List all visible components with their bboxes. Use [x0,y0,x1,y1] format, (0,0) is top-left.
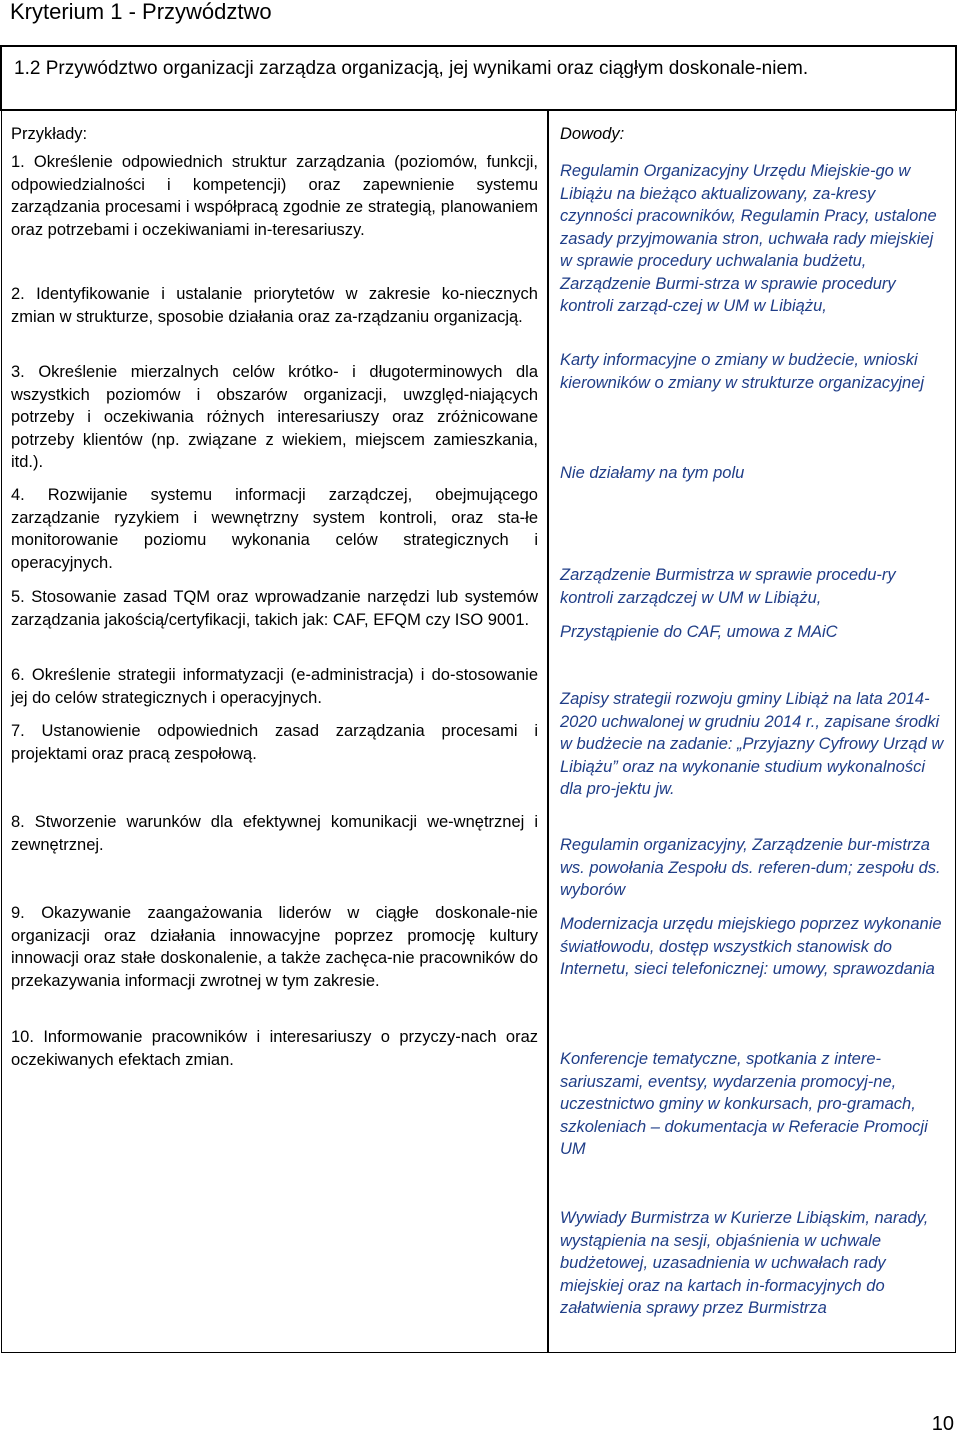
evidence-item-3: Nie działamy na tym polu [560,464,745,482]
example-item-3: 3. Określenie mierzalnych celów krótko- i długoterminowych dla wszystkich poziomów i obszarów organizacji, uwzględ-niających potrzeby i oczekiwania różnych interesariuszy oraz zróżnicowane potrzeby klientów (np. związane z wiekiem, miejscem zamieszkania, itd.). [11,363,538,471]
column-divider [547,111,549,1353]
example-item-10: 10. Informowanie pracowników i interesariuszy o przyczy-nach oraz oczekiwanych efektach zmian. [11,1028,538,1069]
examples-header: Przykłady: [11,125,88,143]
evidence-item-2: Karty informacyjne o zmiany w budżecie, wnioski kierowników o zmiany w strukturze organizacyjnej [560,351,925,392]
subheading-box [0,45,957,111]
evidence-item-9: Konferencje tematyczne, spotkania z intere-sariuszami, eventsy, wydarzenia promocyj-ne, uczestnictwo gminy w konkursach, pro-gramach, szkoleniach – dokumentacja w Referacie Promocji UM [560,1050,928,1158]
evidence-item-1: Regulamin Organizacyjny Urzędu Miejskie-go w Libiążu na bieżąco aktualizowany, za-kresy czynności pracowników, Regulamin Pracy, ustalone zasady przyjmowania stron, uchwała rady miejskiej w sprawie procedury uchwalania budżetu, Zarządzenie Burmi-strza w sprawie procedury kontroli zarząd-czej w UM w Libiążu, [560,162,937,315]
example-item-2: 2. Identyfikowanie i ustalanie priorytetów w zakresie ko-niecznych zmian w strukturze, sposobie działania oraz za-rządzaniu organizacją. [11,285,538,326]
example-item-7: 7. Ustanowienie odpowiednich zasad zarządzania procesami i projektami oraz pracą zespołową. [11,722,538,763]
page-number: 10 [931,1413,954,1435]
evidence-item-4: Zarządzenie Burmistrza w sprawie procedu-ry kontroli zarządczej w UM w Libiążu, [560,566,896,607]
example-item-8: 8. Stworzenie warunków dla efektywnej komunikacji we-wnętrznej i zewnętrznej. [11,813,538,854]
page-title: Kryterium 1 - Przywództwo [10,0,272,24]
evidence-item-6: Zapisy strategii rozwoju gminy Libiąż na lata 2014-2020 uchwalonej w grudniu 2014 r., zapisane środki w budżecie na zadanie: „Przyjazny Cyfrowy Urząd w Libiążu” oraz na wykonanie studium wykonalności dla pro-jektu jw. [560,690,944,798]
evidence-item-8: Modernizacja urzędu miejskiego poprzez wykonanie światłowodu, dostęp wszystkich stanowisk do Internetu, sieci telefonicznej: umowy, sprawozdania [560,915,942,978]
example-item-9: 9. Okazywanie zaangażowania liderów w ciągłe doskonale-nie organizacji oraz działania innowacyjne poprzez promocję kultury innowacji oraz stałe doskonalenie, a także zachęca-nie pracowników do przekazywania informacji zwrotnej w tym zakresie. [11,904,538,990]
evidence-item-5: Przystąpienie do CAF, umowa z MAiC [560,623,838,641]
evidence-item-10: Wywiady Burmistrza w Kurierze Libiąskim, narady, wystąpienia na sesji, objaśnienia w uchwale budżetowej, uzasadnienia w uchwałach rady miejskiej oraz na kartach in-formacyjnych do załatwienia sprawy przez Burmistrza [560,1209,929,1317]
example-item-6: 6. Określenie strategii informatyzacji (e-administracja) i do-stosowanie jej do celów strategicznych i operacyjnych. [11,666,538,707]
example-item-4: 4. Rozwijanie systemu informacji zarządczej, obejmującego zarządzanie ryzykiem i wewnętrzny system kontroli, oraz sta-łe monitorowanie poziomu wykonania celów strategicznych i operacyjnych. [11,486,538,572]
example-item-1: 1. Określenie odpowiednich struktur zarządzania (poziomów, funkcji, odpowiedzialności i kompetencji) oraz zapewnienie systemu zarządzania procesami i współpracą zgodnie ze strategią, planowaniem oraz potrzebami i oczekiwaniami in-teresariuszy. [11,153,538,239]
subheading: 1.2 Przywództwo organizacji zarządza organizacją, jej wynikami oraz ciągłym doskonale-niem. [14,58,809,79]
evidence-item-7: Regulamin organizacyjny, Zarządzenie bur-mistrza ws. powołania Zespołu ds. referen-dum; zespołu ds. wyborów [560,836,941,899]
evidence-header: Dowody: [560,125,625,143]
example-item-5: 5. Stosowanie zasad TQM oraz wprowadzanie narzędzi lub systemów zarządzania jakością/certyfikacji, takich jak: CAF, EFQM czy ISO 9001. [11,588,538,629]
